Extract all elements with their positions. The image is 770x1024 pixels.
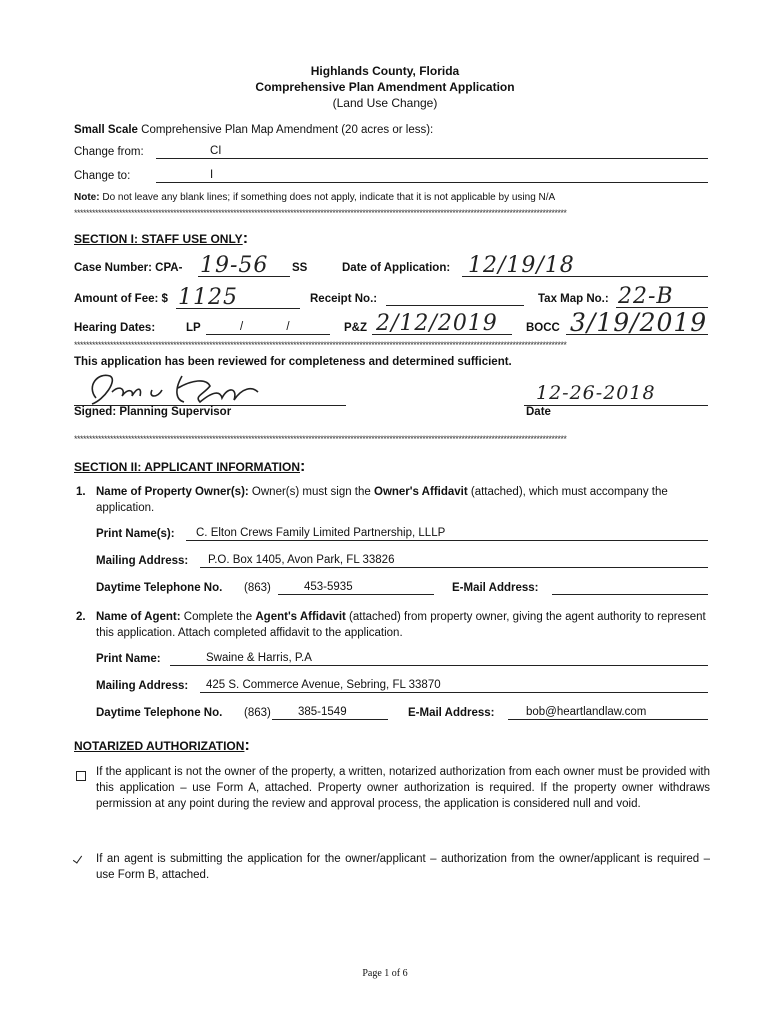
case-number-label: Case Number: CPA- bbox=[74, 262, 183, 274]
owner-print-value: C. Elton Crews Family Limited Partnership, LLLP bbox=[196, 527, 446, 539]
agent-email-label: E-Mail Address: bbox=[408, 707, 495, 719]
form-b-text: If an agent is submitting the application for the owner/applicant – authorization from the owner/applicant is required – use Form B, attached. bbox=[96, 853, 710, 881]
change-from-label: Change from: bbox=[74, 146, 144, 158]
item2-text2: (attached) from property owner, giving the agent authority to represent this application. Attach completed affidavit to the application. bbox=[96, 611, 706, 639]
small-scale-line bbox=[74, 124, 433, 136]
agent-area-code: (863) bbox=[244, 707, 271, 719]
agent-mail-value: 425 S. Commerce Avenue, Sebring, FL 33870 bbox=[206, 679, 441, 691]
date-of-app-field bbox=[462, 253, 708, 278]
pz-label: P&Z bbox=[344, 322, 367, 334]
divider-2: ******************************************************************************************************************************************************************** bbox=[74, 340, 567, 350]
change-to-value: I bbox=[210, 169, 214, 181]
lp-field bbox=[206, 320, 330, 335]
section1-title bbox=[74, 230, 248, 248]
note-bold: Note: bbox=[74, 192, 100, 203]
owner-area-code: (863) bbox=[244, 582, 271, 594]
small-scale-bold: Small Scale bbox=[74, 124, 138, 136]
change-from-value: CI bbox=[210, 145, 222, 157]
page-number: Page 1 of 6 bbox=[362, 968, 408, 979]
date-of-app-label: Date of Application: bbox=[342, 262, 451, 274]
date-line bbox=[524, 404, 708, 406]
case-number-field bbox=[198, 253, 290, 278]
taxmap-label: Tax Map No.: bbox=[538, 293, 609, 305]
fee-label: Amount of Fee: $ bbox=[74, 293, 168, 305]
receipt-field bbox=[386, 291, 524, 306]
taxmap-field bbox=[616, 286, 708, 308]
section1-title-text: SECTION I: STAFF USE ONLY bbox=[74, 232, 243, 246]
form-a-text: If the applicant is not the owner of the property, a written, notarized authorization from each owner must be provided with this application – use Form A, attached. Property owner authorization is required. If the property owner withdraws permission at any point during the review and approval process, the application is considered null and void. bbox=[96, 766, 710, 810]
taxmap-value: 22-B bbox=[618, 284, 674, 309]
bocc-field bbox=[566, 310, 708, 335]
item1-description bbox=[96, 484, 710, 516]
note-text: Do not leave any blank lines; if something does not apply, indicate that it is not applicable by using N/A bbox=[102, 192, 556, 203]
form-title: Comprehensive Plan Amendment Application bbox=[255, 80, 515, 94]
pz-value: 2/12/2019 bbox=[376, 311, 498, 336]
owner-email-field bbox=[552, 580, 708, 595]
item2-text1: Complete the bbox=[180, 611, 256, 623]
form-subtitle: (Land Use Change) bbox=[332, 96, 438, 110]
item1-bold2: Owner's Affidavit bbox=[374, 486, 468, 498]
agent-print-label: Print Name: bbox=[96, 653, 161, 665]
hearing-label: Hearing Dates: bbox=[74, 322, 156, 334]
notarized-colon: : bbox=[244, 737, 250, 754]
divider-1: ******************************************************************************************************************************************************************** bbox=[74, 208, 567, 218]
agent-email-field bbox=[508, 705, 708, 720]
owner-print-label: Print Name(s): bbox=[96, 528, 175, 540]
date-of-app-value: 12/19/18 bbox=[468, 253, 575, 278]
reviewed-statement: This application has been reviewed for completeness and determined sufficient. bbox=[74, 356, 512, 368]
section1-colon: : bbox=[242, 230, 249, 247]
item2-bold1: Name of Agent: bbox=[96, 611, 181, 623]
divider-3: ******************************************************************************************************************************************************************** bbox=[74, 434, 567, 444]
section2-title bbox=[74, 458, 305, 476]
agent-phone-label: Daytime Telephone No. bbox=[96, 707, 223, 719]
fee-field bbox=[176, 285, 300, 310]
agent-mail-label: Mailing Address: bbox=[96, 680, 189, 692]
owner-mail-label: Mailing Address: bbox=[96, 555, 189, 567]
notarized-title-text: NOTARIZED AUTHORIZATION bbox=[74, 739, 245, 753]
item1-text1: Owner(s) must sign the bbox=[248, 486, 374, 498]
receipt-label: Receipt No.: bbox=[310, 293, 378, 305]
fee-value: 1125 bbox=[178, 285, 238, 310]
owner-phone-field bbox=[278, 580, 434, 595]
case-number-suffix: SS bbox=[292, 262, 308, 274]
lp-value: / / bbox=[240, 321, 310, 333]
item2-description bbox=[96, 609, 710, 641]
agent-print-field bbox=[170, 651, 708, 666]
county-title: Highlands County, Florida bbox=[310, 64, 460, 78]
owner-mail-value: P.O. Box 1405, Avon Park, FL 33826 bbox=[208, 554, 395, 566]
owner-phone-value: 453-5935 bbox=[304, 581, 353, 593]
date-label: Date bbox=[526, 406, 551, 418]
case-number-value: 19-56 bbox=[200, 253, 269, 278]
item2-number: 2. bbox=[76, 611, 86, 623]
owner-email-label: E-Mail Address: bbox=[452, 582, 539, 594]
bocc-value: 3/19/2019 bbox=[570, 308, 708, 337]
small-scale-rest: Comprehensive Plan Map Amendment (20 acres or less): bbox=[141, 124, 434, 136]
agent-email-value: bob@heartlandlaw.com bbox=[526, 706, 647, 718]
bocc-label: BOCC bbox=[526, 322, 560, 334]
item1-bold1: Name of Property Owner(s): bbox=[96, 486, 249, 498]
item1-text2: (attached), which must accompany the application. bbox=[96, 486, 668, 514]
signed-label: Signed: Planning Supervisor bbox=[74, 406, 232, 418]
section2-title-text: SECTION II: APPLICANT INFORMATION bbox=[74, 460, 300, 474]
form-b-checkmark[interactable] bbox=[74, 851, 84, 869]
owner-mail-field bbox=[200, 553, 708, 568]
agent-print-value: Swaine & Harris, P.A bbox=[206, 652, 312, 664]
change-from-field bbox=[156, 144, 708, 159]
item1-number: 1. bbox=[76, 486, 86, 498]
agent-phone-value: 385-1549 bbox=[298, 706, 347, 718]
item2-bold2: Agent's Affidavit bbox=[255, 611, 346, 623]
section2-colon: : bbox=[300, 458, 306, 475]
owner-phone-label: Daytime Telephone No. bbox=[96, 582, 223, 594]
note-line bbox=[74, 192, 555, 203]
change-to-label: Change to: bbox=[74, 170, 131, 182]
change-to-field bbox=[156, 168, 708, 183]
owner-print-field bbox=[186, 526, 708, 541]
agent-mail-field bbox=[200, 678, 708, 693]
agent-phone-field bbox=[272, 705, 388, 720]
signature-date: 12-26-2018 bbox=[536, 382, 656, 404]
form-a-checkbox[interactable] bbox=[76, 768, 86, 786]
pz-field bbox=[372, 312, 512, 335]
checkmark-icon bbox=[74, 852, 84, 864]
lp-label: LP bbox=[186, 322, 201, 334]
notarized-title bbox=[74, 737, 250, 755]
